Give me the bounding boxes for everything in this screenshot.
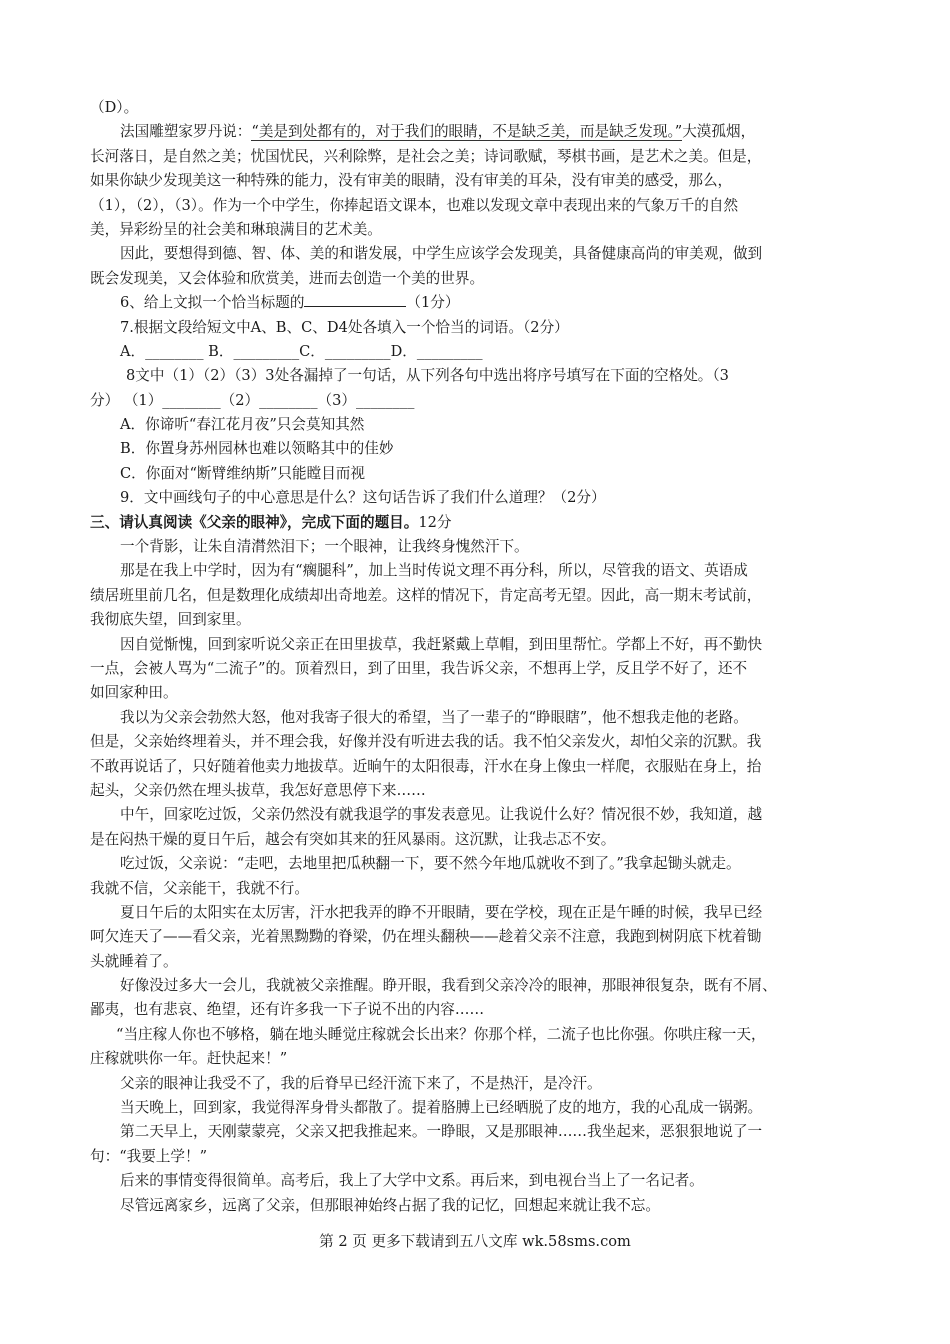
answer-blanks-7: A．________ B．_________C．_________D．_________	[120, 342, 483, 360]
text-line: 起头，父亲仍然在埋头拔草，我怎好意思停下来……	[90, 781, 426, 799]
text-line: 因此，要想得到德、智、体、美的和谐发展，中学生应该学会发现美，具备健康高尚的审美观，做到	[120, 245, 763, 263]
text-line: 如果你缺少发现美这一种特殊的能力，没有审美的眼睛，没有审美的耳朵，没有审美的感受，那么，	[90, 172, 733, 190]
text-line: 当天晚上，回到家，我觉得浑身骨头都散了。提着胳膊上已经晒脱了皮的地方，我的心乱成一锅粥。	[120, 1099, 763, 1117]
text-line: （1），（2），（3）。作为一个中学生，你捧起语文课本，也难以发现文章中表现出来的气象万千的自然	[90, 196, 739, 214]
section-heading	[90, 511, 872, 535]
section-title: 三、请认真阅读《父亲的眼神》，完成下面的题目。	[90, 513, 419, 531]
text-line: 夏日午后的太阳实在太厉害，汗水把我弄的睁不开眼睛，要在学校，现在正是午睡的时候，我早已经	[120, 903, 763, 921]
text-line: 但是，父亲始终埋着头，并不理会我，好像并没有听进去我的话。我不怕父亲发火，却怕父亲的沉默。我	[90, 733, 762, 751]
text-line: 庄稼就哄你一年。赶快起来！”	[90, 1050, 288, 1068]
text-run: 法国雕塑家罗丹说：	[120, 123, 252, 141]
text-line: 既会发现美，又会体验和欣赏美，进而去创造一个美的世界。	[90, 269, 485, 287]
page-footer: 第 2 页 更多下载请到五八文库 wk.58sms.com	[319, 1233, 631, 1250]
text-line: 我以为父亲会勃然大怒，他对我寄子很大的希望，当了一辈子的“睁眼瞎”，他不想我走他的老路。	[120, 708, 748, 726]
text-line: 那是在我上中学时，因为有“瘸腿科”，加上当时传说文理不再分科，所以，尽管我的语文、英语成	[120, 562, 748, 580]
text-line: 如回家种田。	[90, 684, 178, 702]
document-body	[90, 96, 872, 1218]
answer-blanks-8: 分） （1）________（2）________（3）________	[90, 391, 415, 409]
question-9: 9．文中画线句子的中心意思是什么？这句话告诉了我们什么道理？（2分）	[120, 489, 606, 507]
question-text: 6、给上文拟一个恰当标题的	[120, 294, 305, 312]
text-line: 因自觉惭愧，回到家听说父亲正在田里拔草，我赶紧戴上草帽，到田里帮忙。学都上不好，再不勤快	[120, 635, 763, 653]
text-line: （D）。	[90, 99, 139, 116]
text-line: 父亲的眼神让我受不了，我的后脊早已经汗流下来了，不是热汗，是冷汗。	[120, 1074, 602, 1092]
question-7: 7.根据文段给短文中A、B、C、D4处各填入一个恰当的词语。（2分）	[120, 318, 569, 336]
question-score: （1分）	[406, 294, 460, 312]
text-line	[90, 120, 872, 144]
text-line: 一点，会被人骂为“二流子”的。顶着烈日，到了田里，我告诉父亲，不想再上学，反且学不好了，还不	[90, 659, 748, 677]
text-line: 绩居班里前几名，但是数理化成绩却出奇地差。这样的情况下，肯定高考无望。因此，高一期末考试前，	[90, 586, 762, 604]
text-line: 是在闷热干燥的夏日午后，越会有突如其来的狂风暴雨。这沉默，让我忐忑不安。	[90, 830, 616, 848]
text-line: 吃过饭，父亲说：“走吧，去地里把瓜秧翻一下，要不然今年地瓜就收不到了。”我拿起锄头就走。	[120, 855, 741, 873]
text-line: 我彻底失望，回到家里。	[90, 611, 251, 629]
option-c: C．你面对“断臂维纳斯”只能瞠目而视	[120, 464, 365, 482]
text-line: “当庄稼人你也不够格，躺在地头睡觉庄稼就会长出来？你那个样，二流子也比你强。你哄庄稼一天，	[116, 1025, 766, 1043]
question-6	[90, 291, 872, 315]
option-b: B．你置身苏州园林也难以领略其中的佳妙	[120, 440, 394, 458]
underlined-quote: “美是到处都有的，对于我们的眼睛，不是缺乏美，而是缺乏发现。”	[251, 123, 683, 141]
text-line: 不敢再说话了，只好随着他卖力地拔草。近晌午的太阳很毒，汗水在身上像虫一样爬，衣服贴在身上，抬	[90, 757, 762, 775]
text-line: 鄙夷，也有悲哀、绝望，还有许多我一下子说不出的内容……	[90, 1001, 485, 1019]
text-line: 我就不信，父亲能干，我就不行。	[90, 879, 309, 897]
text-line: 长河落日，是自然之美；忧国忧民，兴利除弊，是社会之美；诗词歌赋，琴棋书画，是艺术之美。但是，	[90, 147, 762, 165]
text-run: 大漠孤烟，	[682, 123, 756, 141]
text-line: 第二天早上，天刚蒙蒙亮，父亲又把我推起来。一睁眼，又是那眼神……我坐起来，恶狠狠地说了一	[120, 1123, 763, 1141]
question-8: 8文中（1）（2）（3）3处各漏掉了一句话，从下列各句中选出将序号填写在下面的空格处。（3	[126, 367, 729, 385]
section-score: 12分	[418, 513, 452, 531]
answer-blank[interactable]	[304, 292, 406, 307]
text-line: 呵欠连天了——看父亲，光着黑黝黝的脊梁，仍在埋头翻秧——趁着父亲不注意，我跑到树阴底下枕着锄	[90, 928, 762, 946]
text-line: 中午，回家吃过饭，父亲仍然没有就我退学的事发表意见。让我说什么好？情况很不妙，我知道，越	[120, 806, 763, 824]
text-line: 美，异彩纷呈的社会美和琳琅满目的艺术美。	[90, 220, 382, 238]
text-line: 句：“我要上学！”	[90, 1147, 208, 1165]
text-line: 头就睡着了。	[90, 952, 178, 970]
option-a: A．你谛听“春江花月夜”只会莫知其然	[120, 416, 365, 434]
text-line: 好像没过多大一会儿，我就被父亲推醒。睁开眼，我看到父亲冷冷的眼神，那眼神很复杂，既有不屑、	[120, 977, 777, 995]
text-line: 尽管远离家乡，远离了父亲，但那眼神始终占据了我的记忆，回想起来就让我不忘。	[120, 1196, 660, 1214]
text-line: 后来的事情变得很简单。高考后，我上了大学中文系。再后来，到电视台当上了一名记者。	[120, 1172, 704, 1190]
text-line: 一个背影，让朱自清潸然泪下；一个眼神，让我终身愧然汗下。	[120, 538, 529, 556]
